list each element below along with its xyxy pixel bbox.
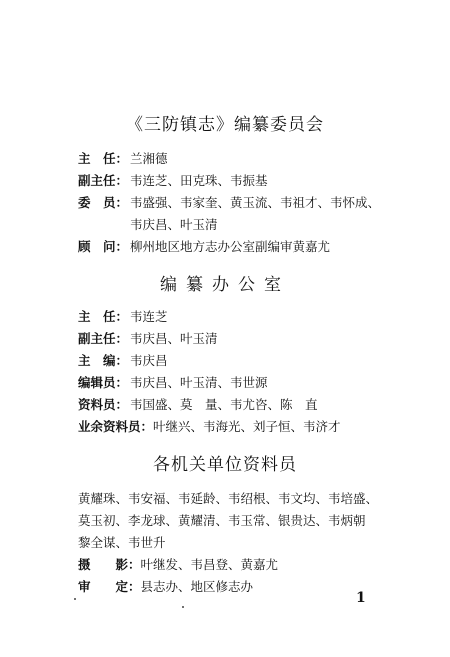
office-director: 韦连芝 — [130, 309, 168, 324]
scan-speck — [74, 598, 76, 600]
office-chief-editor-row — [78, 352, 168, 370]
scan-speck — [182, 606, 184, 608]
units-photo-row — [78, 556, 278, 574]
committee-members-label: 委 员： — [78, 195, 129, 210]
committee-advisor-row — [78, 238, 330, 256]
office-amateur-label: 业余资料员： — [78, 419, 154, 434]
units-title: 各机关单位资料员 — [153, 455, 297, 475]
units-review-row — [78, 578, 253, 596]
page-number: 1 — [356, 590, 366, 606]
committee-title: 《三防镇志》编纂委员会 — [126, 115, 324, 135]
committee-director-row — [78, 150, 168, 168]
committee-deputy: 韦连芝、田克珠、韦振基 — [130, 173, 268, 188]
committee-advisor: 柳州地区地方志办公室副编审黄嘉尤 — [130, 239, 331, 254]
committee-director: 兰湘德 — [130, 151, 168, 166]
office-materials: 韦国盛、莫 量、韦尤咨、陈 直 — [130, 397, 318, 412]
units-photo-label: 摄 影： — [78, 557, 141, 572]
office-materials-label: 资料员： — [78, 397, 129, 412]
office-deputy-row — [78, 330, 218, 348]
office-chief-editor: 韦庆昌 — [130, 353, 168, 368]
units-photo: 叶继发、韦昌登、黄嘉尤 — [140, 557, 279, 572]
office-editors-row — [78, 374, 268, 392]
committee-deputy-row — [78, 172, 268, 190]
office-editors: 韦庆昌、叶玉清、韦世源 — [130, 375, 268, 390]
committee-members-row — [78, 194, 380, 212]
units-line1: 黄耀珠、韦安福、韦延龄、韦绍根、韦文均、韦培盛、 — [78, 491, 379, 506]
office-chief-editor-label: 主 编： — [78, 353, 129, 368]
office-director-label: 主 任： — [78, 309, 129, 324]
committee-members-line2: 韦庆昌、叶玉清 — [130, 217, 218, 232]
units-line2: 莫玉初、李龙球、黄耀清、韦玉常、银贵达、韦炳朝 — [78, 513, 366, 528]
committee-deputy-label: 副主任： — [78, 173, 129, 188]
committee-director-label: 主 任： — [78, 151, 129, 166]
units-review-label: 审 定： — [78, 579, 141, 594]
office-deputy: 韦庆昌、叶玉清 — [130, 331, 218, 346]
office-director-row — [78, 308, 168, 326]
office-editors-label: 编辑员： — [78, 375, 129, 390]
office-deputy-label: 副主任： — [78, 331, 129, 346]
office-title: 编纂办公室 — [160, 275, 290, 295]
committee-advisor-label: 顾 问： — [78, 239, 129, 254]
committee-members-line1: 韦盛强、韦家奎、黄玉流、韦祖才、韦怀成、 — [130, 195, 381, 210]
office-amateur: 叶继兴、韦海光、刘子恒、韦济才 — [153, 419, 341, 434]
units-line3: 黎全谋、韦世升 — [78, 535, 166, 550]
office-materials-row — [78, 396, 318, 414]
units-review: 县志办、地区修志办 — [140, 579, 254, 594]
office-amateur-row — [78, 418, 341, 436]
